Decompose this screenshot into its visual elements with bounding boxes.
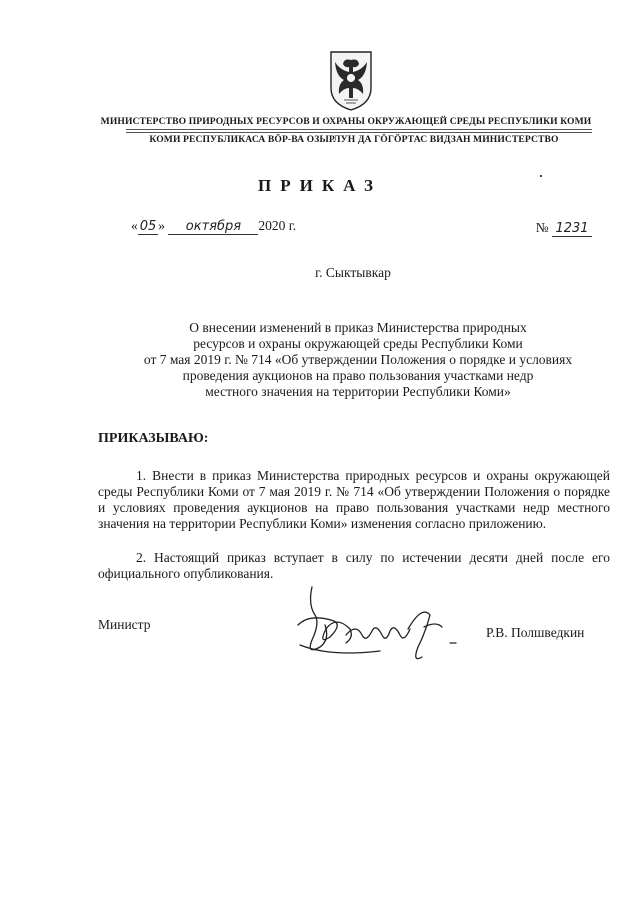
subject-line: О внесении изменений в приказ Министерства природных [189, 320, 527, 335]
subject-line: ресурсов и охраны окружающей среды Республики Коми [193, 336, 523, 351]
date-open-quote: « [131, 218, 138, 233]
number-value: 1231 [552, 221, 592, 237]
order-paragraph-2: 2. Настоящий приказ вступает в силу по истечении десяти дней после его официального опубликования. [98, 550, 610, 581]
number-prefix: № [535, 220, 549, 235]
signatory-name: Р.В. Полшведкин [486, 625, 585, 640]
ministry-name-komi: КОМИ РЕСПУБЛИКАСА ВӦР-ВА ОЗЫРЛУН ДА ГӦГӦРТАС ВИДЗАН МИНИСТЕРСТВО [149, 134, 559, 145]
subject-line: от 7 мая 2019 г. № 714 «Об утверждении Положения о порядке и условиях [143, 352, 573, 367]
subject-line: местного значения на территории Республики Коми» [205, 384, 511, 399]
date-day: 05 [139, 219, 157, 234]
document-number [536, 220, 592, 237]
ministry-name-ru: МИНИСТЕРСТВО ПРИРОДНЫХ РЕСУРСОВ И ОХРАНЫ ОКРУЖАЮЩЕЙ СРЕДЫ РЕСПУБЛИКИ КОМИ [100, 116, 592, 127]
date-month: октября [168, 219, 258, 235]
date-close-quote: » [158, 218, 166, 233]
document-title: ПРИКАЗ [258, 176, 382, 195]
order-paragraph-1: 1. Внести в приказ Министерства природных ресурсов и охраны окружающей среды Республики Коми от 7 мая 2019 г. № 714 «Об утверждении Положения о порядке и условиях проведения аукционов на право пользования участками недр местного значения на территории Республики Коми» изменения согласно приложению. [98, 468, 610, 531]
date-year: 2020 г. [258, 218, 297, 233]
document-date [131, 218, 296, 235]
handwritten-signature-icon [290, 585, 465, 670]
document-subject [98, 320, 618, 400]
subject-line: проведения аукционов на право пользования участками недр [182, 368, 534, 383]
order-heading: ПРИКАЗЫВАЮ: [98, 431, 209, 446]
signatory-title: Министр [98, 617, 151, 632]
document-city: г. Сыктывкар [315, 265, 391, 280]
header-rule-bottom [126, 132, 592, 133]
coat-of-arms-icon [328, 48, 374, 112]
header-rule-top [126, 129, 592, 130]
